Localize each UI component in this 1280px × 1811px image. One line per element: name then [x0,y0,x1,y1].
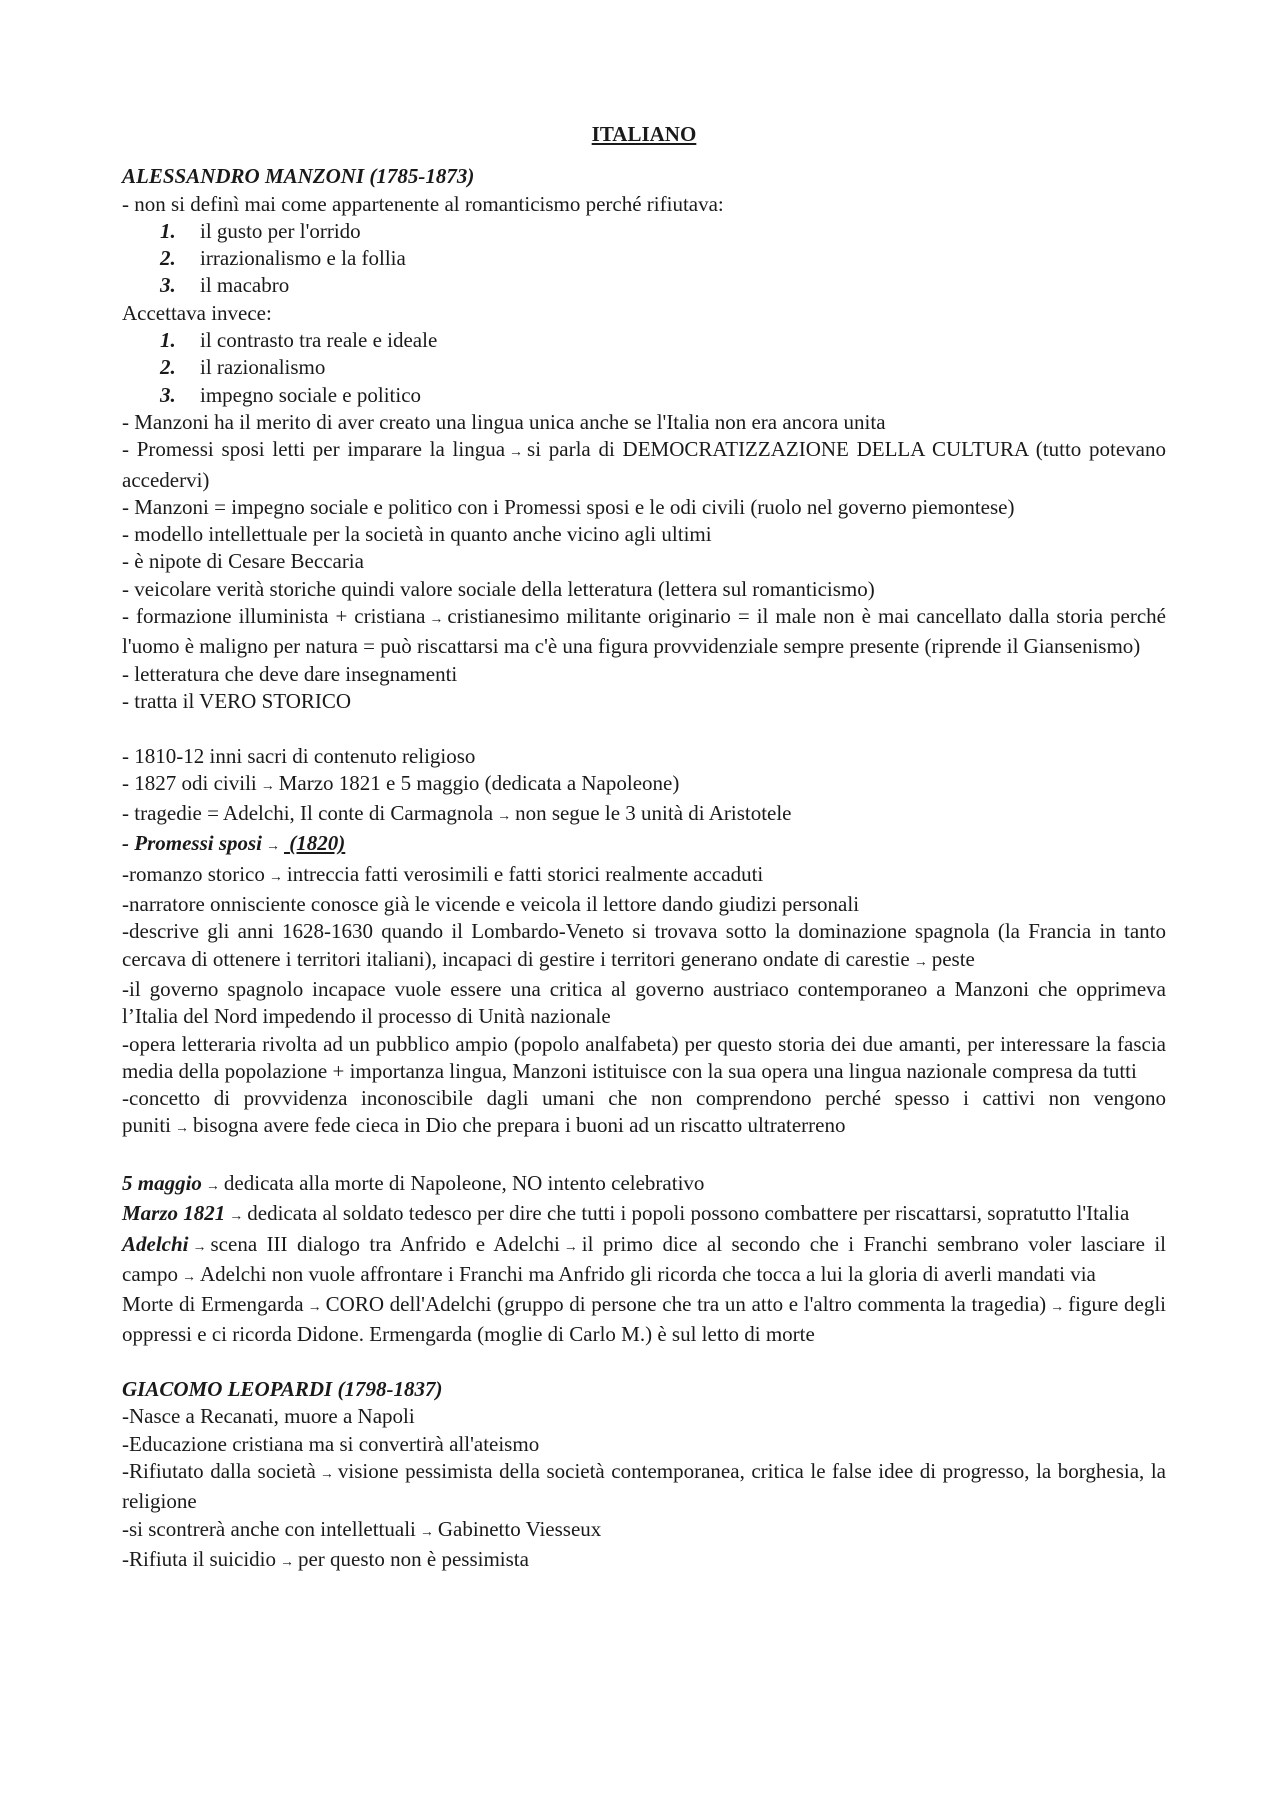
list-item: 2. il razionalismo [160,355,326,380]
paragraph: -si scontrerà anche con intellettuali → Gabinetto Viesseux [122,1516,602,1541]
arrow-icon: → [1050,1300,1065,1316]
paragraph: Marzo 1821 → dedicata al soldato tedesco per dire che tutti i popoli possono combattere per riscattarsi, sopratutto l'Italia [122,1201,1130,1226]
paragraph: - Manzoni = impegno sociale e politico con i Promessi sposi e le odi civili (ruolo nel governo piemontese) [122,494,1015,519]
arrow-icon: → [175,1121,190,1137]
paragraph: - veicolare verità storiche quindi valore sociale della letteratura (lettera sul romanticismo) [122,576,875,601]
paragraph: -Educazione cristiana ma si convertirà all'ateismo [122,1431,540,1456]
rejected-list [122,218,1166,300]
paragraph: -il governo spagnolo incapace vuole essere una critica al governo austriaco contemporaneo a Manzoni che opprimeva l’Italia del Nord impedendo il processo di Unità nazionale [122,976,1166,1029]
paragraph: - Promessi sposi → (1820) [122,831,346,856]
arrow-icon: → [268,869,283,885]
section-heading-leopardi: GIACOMO LEOPARDI (1798-1837) [122,1377,443,1402]
arrow-icon: → [307,1300,322,1316]
paragraph: -Rifiuta il suicidio → per questo non è pessimista [122,1546,529,1571]
arrow-icon: → [181,1269,196,1285]
paragraph: Morte di Ermengarda → CORO dell'Adelchi (gruppo di persone che tra un atto e l'altro commenta la tragedia) → figure degli oppressi e ci ricorda Didone. Ermengarda (moglie di Carlo M.) è sul letto di morte [122,1292,1166,1347]
paragraph: -romanzo storico → intreccia fatti verosimili e fatti storici realmente accaduti [122,861,764,886]
arrow-icon: → [260,778,275,794]
paragraph: -Nasce a Recanati, muore a Napoli [122,1404,415,1429]
page-title: ITALIANO [591,122,697,146]
arrow-icon: → [913,954,928,970]
arrow-icon: → [509,445,524,461]
arrow-icon: → [266,839,281,855]
paragraph: -opera letteraria rivolta ad un pubblico ampio (popolo analfabeta) per questo storia dei due amanti, per interessare la fascia media della popolazione + importanza lingua, Manzoni istituisce con la sua opera una lingua nazionale compresa da tutti [122,1031,1166,1083]
list-item: 1. il contrasto tra reale e ideale [160,328,438,353]
paragraph: 5 maggio → dedicata alla morte di Napoleone, NO intento celebrativo [122,1170,705,1195]
accepted-list [122,327,1166,409]
paragraph: -descrive gli anni 1628-1630 quando il Lombardo-Veneto si trovava sotto la dominazione spagnola (la Francia in tanto cercava di ottenere i territori italiani), incapaci di gestire i territori generano ondate di carestie → peste [122,919,1166,971]
arrow-icon: → [229,1209,244,1225]
arrow-icon: → [419,1524,434,1540]
paragraph: - 1827 odi civili → Marzo 1821 e 5 maggio (dedicata a Napoleone) [122,770,680,795]
list-item: 3. il macabro [160,273,290,298]
list-item: 2. irrazionalismo e la follia [160,246,406,271]
arrow-icon: → [497,809,512,825]
paragraph: Accettava invece: [122,300,272,325]
paragraph: - 1810-12 inni sacri di contenuto religioso [122,743,476,768]
paragraph: - tragedie = Adelchi, Il conte di Carmagnola → non segue le 3 unità di Aristotele [122,801,792,826]
paragraph: -narratore onnisciente conosce già le vicende e veicola il lettore dando giudizi personali [122,892,860,917]
arrow-icon: → [192,1239,207,1255]
paragraph: - letteratura che deve dare insegnamenti [122,661,458,686]
list-item: 1. il gusto per l'orrido [160,218,361,243]
arrow-icon: → [279,1554,294,1570]
section-heading-manzoni: ALESSANDRO MANZONI (1785-1873) [122,164,475,189]
list-item: 3. impegno sociale e politico [160,382,422,407]
paragraph: - tratta il VERO STORICO [122,688,352,713]
paragraph: - Manzoni ha il merito di aver creato una lingua unica anche se l'Italia non era ancora unita [122,409,886,434]
arrow-icon: → [205,1178,220,1194]
paragraph: -concetto di provvidenza inconoscibile dagli umani che non comprendono perché spesso i cattivi non vengono puniti → bisogna avere fede cieca in Dio che prepara i buoni ad un riscatto ultraterreno [122,1086,1166,1138]
paragraph: Adelchi → scena III dialogo tra Anfrido e Adelchi → il primo dice al secondo che i Franchi sembrano voler lasciare il campo → Adelchi non vuole affrontare i Franchi ma Anfrido gli ricorda che tocca a lui la gloria di averli mandati via [122,1231,1166,1286]
paragraph: - è nipote di Cesare Beccaria [122,549,364,574]
paragraph: -Rifiutato dalla società → visione pessimista della società contemporanea, critica le false idee di progresso, la borghesia, la religione [122,1458,1166,1514]
paragraph: - formazione illuminista + cristiana → cristianesimo militante originario = il male non è mai cancellato dalla storia perché l'uomo è maligno per natura = può riscattarsi ma c'è una figura provvidenziale sempre presente (riprende il Giansenismo) [122,604,1167,659]
arrow-icon: → [319,1466,334,1482]
paragraph: - non si definì mai come appartenente al romanticismo perché rifiutava: [122,191,724,216]
arrow-icon: → [563,1239,578,1255]
paragraph: - modello intellettuale per la società in quanto anche vicino agli ultimi [122,522,712,547]
paragraph: - Promessi sposi letti per imparare la lingua → si parla di DEMOCRATIZZAZIONE DELLA CULTURA (tutto potevano accedervi) [122,437,1166,492]
arrow-icon: → [429,612,444,628]
